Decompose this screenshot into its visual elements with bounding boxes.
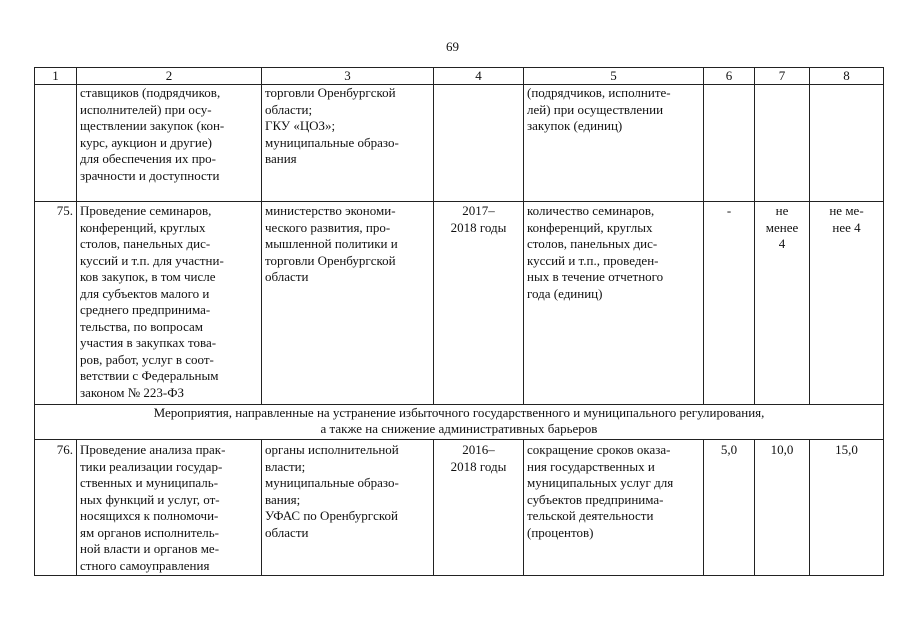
row-number	[35, 85, 77, 202]
text-line: законом № 223-ФЗ	[80, 384, 185, 400]
indicator-value-6: -	[704, 202, 755, 405]
text-line: вания	[265, 151, 297, 166]
row-number: 75.	[35, 202, 77, 405]
responsible-executors	[262, 440, 434, 576]
text-line: тельства, по вопросам	[80, 318, 204, 334]
text-line: закупок (единиц)	[527, 118, 623, 133]
text-line: среднего предпринима-	[80, 302, 211, 317]
text-line: субъектов предпринима-	[527, 491, 664, 507]
text-line: исполнителей) при осу-	[80, 101, 212, 117]
indicator-value-7	[755, 85, 810, 202]
text-line: тельской деятельности	[527, 508, 654, 523]
text-line: органы исполнительной	[265, 442, 399, 457]
text-line: УФАС по Оренбургской	[265, 508, 399, 523]
text-line: министерство экономи-	[265, 203, 396, 218]
header-cell: 7	[755, 68, 810, 85]
text-line: менее	[765, 219, 799, 235]
text-line: ственных и муниципаль-	[80, 475, 219, 490]
text-line: мышленной политики и	[265, 236, 398, 251]
text-line: 2018 годы	[450, 219, 507, 235]
text-line: ГКУ «ЦОЗ»;	[265, 118, 336, 133]
section-heading-row	[35, 405, 884, 440]
text-line: муниципальных услуг для	[527, 475, 674, 490]
text-line: 2016–	[462, 442, 495, 457]
implementation-period	[434, 440, 524, 576]
text-line: куссий и т.п., проведен-	[527, 252, 659, 268]
text-line: курс, аукцион и другие)	[80, 134, 212, 150]
text-line: области	[265, 524, 309, 540]
text-line: муниципальные образо-	[265, 134, 399, 150]
table-header-row	[35, 68, 884, 85]
indicator-description	[524, 85, 704, 202]
indicator-value-6: 5,0	[704, 440, 755, 576]
text-line: власти;	[265, 458, 306, 474]
indicator-value-8	[810, 85, 884, 202]
text-line: области	[265, 269, 309, 284]
text-line: 2018 годы	[450, 458, 507, 474]
text-line: столов, панельных дис-	[80, 236, 211, 251]
table-row-75	[35, 202, 884, 405]
header-cell: 8	[810, 68, 884, 85]
implementation-period	[434, 202, 524, 405]
text-line: конференций, круглых	[80, 219, 206, 235]
text-line: конференций, круглых	[527, 219, 653, 235]
text-line: торговли Оренбургской	[265, 85, 396, 100]
text-line: сокращение сроков оказа-	[527, 442, 671, 457]
text-line: (подрядчиков, исполните-	[527, 85, 671, 100]
header-cell: 4	[434, 68, 524, 85]
text-line: столов, панельных дис-	[527, 236, 658, 251]
text-line: (процентов)	[527, 524, 594, 540]
text-line: 10,0	[770, 442, 794, 457]
text-line: для субъектов малого и	[80, 285, 210, 301]
indicator-value-6	[704, 85, 755, 202]
header-cell: 2	[77, 68, 262, 85]
text-line: лей) при осуществлении	[527, 101, 664, 117]
text-line: количество семинаров,	[527, 203, 655, 218]
text-line: а также на снижение административных барьеров	[320, 421, 598, 436]
table-row-continuation	[35, 85, 884, 202]
text-line: года (единиц)	[527, 285, 603, 301]
page-number: 69	[446, 39, 459, 54]
text-line: ной власти и органов ме-	[80, 541, 220, 556]
measure-description	[77, 85, 262, 202]
text-line: ществлении закупок (кон-	[80, 118, 225, 133]
measure-description	[77, 440, 262, 576]
header-cell: 5	[524, 68, 704, 85]
text-line: не ме-	[829, 203, 864, 218]
text-line: стного самоуправления	[80, 557, 210, 573]
text-line: Мероприятия, направленные на устранение избыточного государственного и муниципального регулирования,	[153, 405, 765, 420]
text-line: 4	[778, 236, 786, 251]
text-line: области;	[265, 101, 313, 117]
header-cell: 6	[704, 68, 755, 85]
text-line: тики реализации государ-	[80, 458, 223, 474]
text-line: вания;	[265, 491, 301, 507]
row-number: 76.	[35, 440, 77, 576]
text-line: ков закупок, в том числе	[80, 269, 216, 284]
text-line: не	[775, 203, 789, 218]
text-line: нее 4	[832, 219, 861, 235]
text-line: носящихся к полномочи-	[80, 508, 219, 523]
text-line: ставщиков (подрядчиков,	[80, 85, 221, 100]
header-cell: 1	[35, 68, 77, 85]
text-line: куссий и т.п. для участни-	[80, 252, 224, 268]
indicator-value-8	[810, 202, 884, 405]
text-line: зрачности и доступности	[80, 167, 220, 183]
text-line: участия в закупках това-	[80, 335, 217, 350]
measures-table	[34, 67, 884, 576]
text-line: 2017–	[462, 203, 495, 218]
header-cell: 3	[262, 68, 434, 85]
section-heading	[35, 405, 884, 440]
text-line: ния государственных и	[527, 458, 655, 474]
responsible-executors	[262, 202, 434, 405]
indicator-value-7	[755, 440, 810, 576]
text-line: ческого развития, про-	[265, 219, 391, 235]
text-line: муниципальные образо-	[265, 475, 399, 490]
text-line: ям органов исполнитель-	[80, 524, 220, 540]
indicator-description	[524, 440, 704, 576]
text-line: ных в течение отчетного	[527, 269, 664, 284]
text-line: Проведение анализа прак-	[80, 442, 226, 457]
text-line: для обеспечения их про-	[80, 151, 216, 166]
indicator-value-8	[810, 440, 884, 576]
indicator-description	[524, 202, 704, 405]
text-line: ветствии с Федеральным	[80, 368, 219, 383]
table-row-76	[35, 440, 884, 576]
text-line: 15,0	[835, 442, 858, 457]
text-line: ных функций и услуг, от-	[80, 491, 220, 507]
measure-description	[77, 202, 262, 405]
text-line: Проведение семинаров,	[80, 203, 212, 218]
implementation-period	[434, 85, 524, 202]
responsible-executors	[262, 85, 434, 202]
text-line: торговли Оренбургской	[265, 252, 396, 268]
text-line: ров, работ, услуг в соот-	[80, 351, 214, 367]
indicator-value-7	[755, 202, 810, 405]
